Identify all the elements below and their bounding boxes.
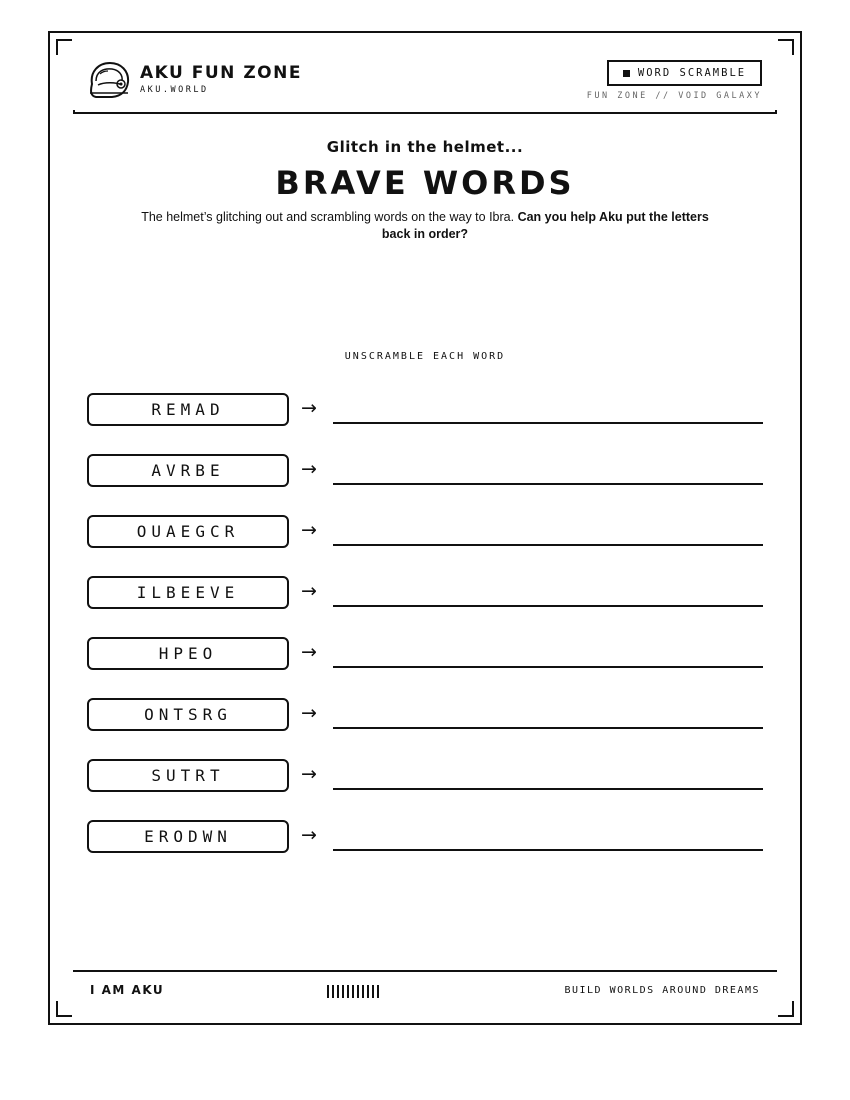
answer-line[interactable]	[333, 849, 763, 851]
corner-mark	[778, 1001, 794, 1017]
arrow-right-icon: →	[301, 763, 317, 785]
word-row	[87, 576, 763, 609]
word-row	[87, 637, 763, 670]
scrambled-word: ONTSRG	[87, 698, 289, 731]
answer-line[interactable]	[333, 483, 763, 485]
word-row	[87, 759, 763, 792]
scrambled-word: ILBEEVE	[87, 576, 289, 609]
intro-text: The helmet’s glitching out and scrambling words on the way to Ibra.	[141, 210, 518, 224]
scrambled-word: OUAEGCR	[87, 515, 289, 548]
scrambled-word: AVRBE	[87, 454, 289, 487]
arrow-right-icon: →	[301, 641, 317, 663]
footer-divider	[73, 970, 777, 972]
intro-paragraph	[135, 209, 715, 243]
answer-line[interactable]	[333, 544, 763, 546]
word-row	[87, 698, 763, 731]
answer-line[interactable]	[333, 666, 763, 668]
arrow-right-icon: →	[301, 702, 317, 724]
scrambled-word: SUTRT	[87, 759, 289, 792]
brand-name: AKU FUN ZONE	[140, 63, 302, 83]
astronaut-helmet-icon	[86, 60, 132, 100]
corner-mark	[56, 39, 72, 55]
page-title: BRAVE WORDS	[275, 164, 575, 202]
scrambled-word: HPEO	[87, 637, 289, 670]
square-icon	[623, 70, 630, 77]
answer-line[interactable]	[333, 788, 763, 790]
scrambled-word: REMAD	[87, 393, 289, 426]
activity-tag-label: WORD SCRAMBLE	[637, 67, 747, 79]
word-row	[87, 515, 763, 548]
activity-tag-subtitle: FUN ZONE // VOID GALAXY	[586, 91, 762, 101]
corner-mark	[778, 39, 794, 55]
word-row	[87, 820, 763, 853]
section-label: UNSCRAMBLE EACH WORD	[344, 351, 506, 362]
footer-tagline: I AM AKU	[90, 983, 165, 997]
arrow-right-icon: →	[301, 824, 317, 846]
arrow-right-icon: →	[301, 458, 317, 480]
answer-line[interactable]	[333, 422, 763, 424]
brand-url: AKU.WORLD	[140, 85, 209, 95]
arrow-right-icon: →	[301, 397, 317, 419]
arrow-right-icon: →	[301, 580, 317, 602]
word-row	[87, 454, 763, 487]
answer-line[interactable]	[333, 605, 763, 607]
intro-question: Can you help Aku put the letters back in order?	[381, 210, 709, 241]
activity-tag	[607, 60, 762, 86]
answer-line[interactable]	[333, 727, 763, 729]
word-row	[87, 393, 763, 426]
barcode-icon	[327, 985, 379, 998]
kicker-text: Glitch in the helmet...	[326, 138, 524, 156]
header-divider	[73, 110, 777, 114]
footer-motto: BUILD WORLDS AROUND DREAMS	[564, 985, 760, 996]
scrambled-word: ERODWN	[87, 820, 289, 853]
corner-mark	[56, 1001, 72, 1017]
arrow-right-icon: →	[301, 519, 317, 541]
